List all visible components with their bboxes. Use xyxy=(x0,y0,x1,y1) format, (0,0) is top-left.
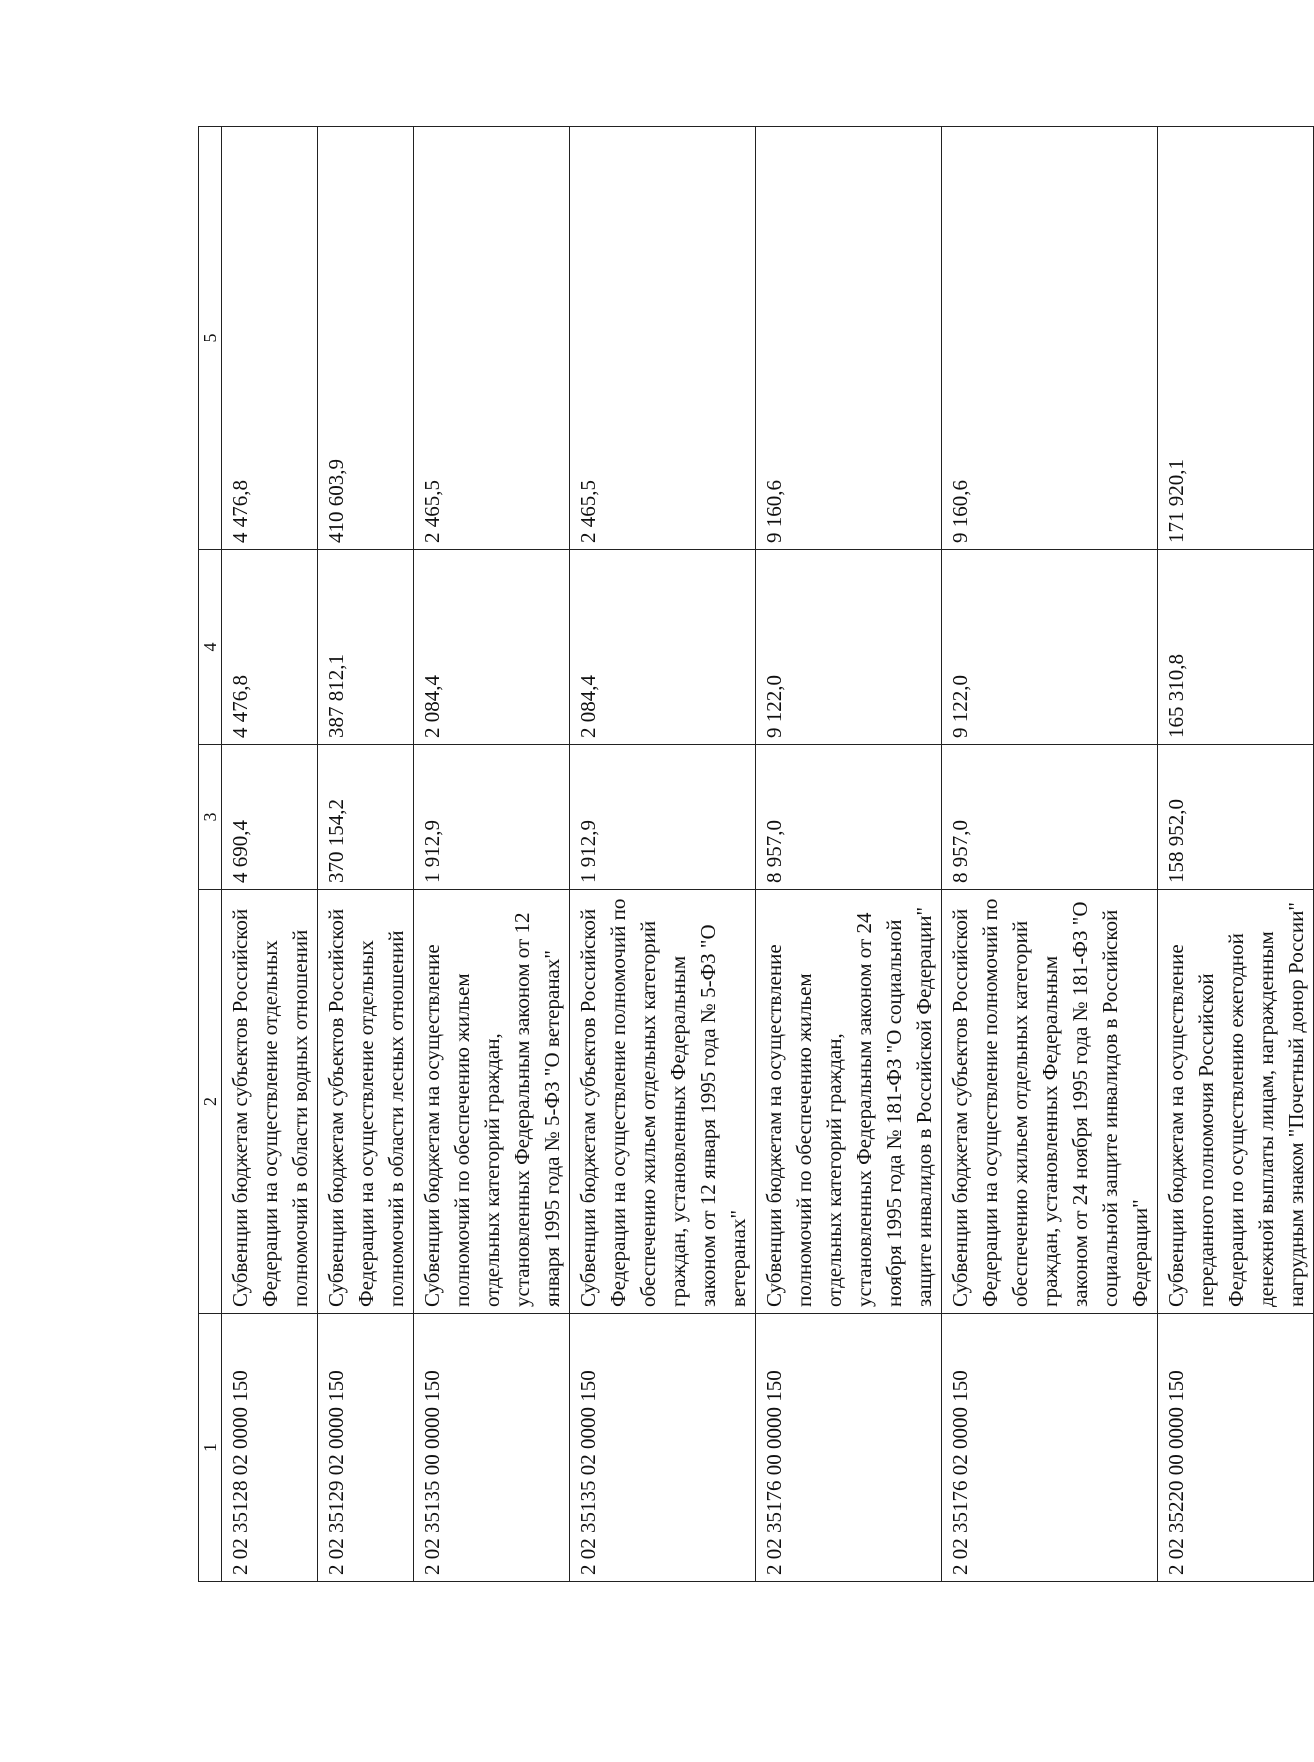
table-row xyxy=(1158,127,1314,1582)
header-col-1: 1 xyxy=(199,1314,222,1582)
row-value-col5: 410 603,9 xyxy=(318,127,414,550)
row-description: Субвенции бюджетам субъектов Российской Федерации на осуществление отдельных полномочий в области лесных отношений xyxy=(318,890,414,1314)
row-description: Субвенции бюджетам на осуществление переданного полномочия Российской Федерации по осуществлению ежегодной денежной выплаты лицам, награжденным нагрудным знаком "Почетный донор России" xyxy=(1158,890,1314,1314)
row-code: 2 02 35135 00 0000 150 xyxy=(414,1314,570,1582)
row-value-col3: 8 957,0 xyxy=(942,745,1158,890)
table-row xyxy=(756,127,942,1582)
row-value-col5: 171 920,1 xyxy=(1158,127,1314,550)
row-value-col3: 370 154,2 xyxy=(318,745,414,890)
header-col-2: 2 xyxy=(199,890,222,1314)
row-value-col3: 1 912,9 xyxy=(570,745,756,890)
table-row xyxy=(318,127,414,1582)
table-row xyxy=(570,127,756,1582)
row-value-col4: 2 084,4 xyxy=(414,550,570,745)
row-code: 2 02 35176 00 0000 150 xyxy=(756,1314,942,1582)
row-description: Субвенции бюджетам на осуществление полномочий по обеспечению жильем отдельных категорий граждан, установленных Федеральным законом от 24 ноября 1995 года № 181-ФЗ "О социальной защите инвалидов в Российской Федерации" xyxy=(756,890,942,1314)
row-value-col4: 165 310,8 xyxy=(1158,550,1314,745)
row-value-col3: 1 912,9 xyxy=(414,745,570,890)
row-value-col3: 4 690,4 xyxy=(222,745,318,890)
header-col-5: 5 xyxy=(199,127,222,550)
header-col-4: 4 xyxy=(199,550,222,745)
row-value-col4: 2 084,4 xyxy=(570,550,756,745)
row-value-col4: 9 122,0 xyxy=(756,550,942,745)
row-value-col3: 158 952,0 xyxy=(1158,745,1314,890)
row-code: 2 02 35129 02 0000 150 xyxy=(318,1314,414,1582)
row-value-col3: 8 957,0 xyxy=(756,745,942,890)
row-description: Субвенции бюджетам субъектов Российской Федерации на осуществление полномочий по обеспечению жильем отдельных категорий граждан, установленных Федеральным законом от 12 января 1995 года № 5-ФЗ "О ветеранах" xyxy=(570,890,756,1314)
row-value-col5: 9 160,6 xyxy=(756,127,942,550)
budget-table xyxy=(198,126,1314,1582)
row-value-col4: 4 476,8 xyxy=(222,550,318,745)
row-value-col5: 9 160,6 xyxy=(942,127,1158,550)
header-col-3: 3 xyxy=(199,745,222,890)
row-value-col4: 9 122,0 xyxy=(942,550,1158,745)
row-value-col5: 2 465,5 xyxy=(414,127,570,550)
table-row xyxy=(414,127,570,1582)
table-row xyxy=(942,127,1158,1582)
table-header-row xyxy=(199,127,222,1582)
row-description: Субвенции бюджетам субъектов Российской Федерации на осуществление отдельных полномочий в области водных отношений xyxy=(222,890,318,1314)
row-code: 2 02 35176 02 0000 150 xyxy=(942,1314,1158,1582)
row-code: 2 02 35128 02 0000 150 xyxy=(222,1314,318,1582)
row-value-col5: 2 465,5 xyxy=(570,127,756,550)
row-description: Субвенции бюджетам на осуществление полномочий по обеспечению жильем отдельных категорий граждан, установленных Федеральным законом от 12 января 1995 года № 5-ФЗ "О ветеранах" xyxy=(414,890,570,1314)
row-description: Субвенции бюджетам субъектов Российской Федерации на осуществление полномочий по обеспечению жильем отдельных категорий граждан, установленных Федеральным законом от 24 ноября 1995 года № 181-ФЗ "О социальной защите инвалидов в Российской Федерации" xyxy=(942,890,1158,1314)
row-code: 2 02 35220 00 0000 150 xyxy=(1158,1314,1314,1582)
row-code: 2 02 35135 02 0000 150 xyxy=(570,1314,756,1582)
row-value-col5: 4 476,8 xyxy=(222,127,318,550)
table-row xyxy=(222,127,318,1582)
rotated-table-wrapper xyxy=(198,127,1308,1582)
row-value-col4: 387 812,1 xyxy=(318,550,414,745)
